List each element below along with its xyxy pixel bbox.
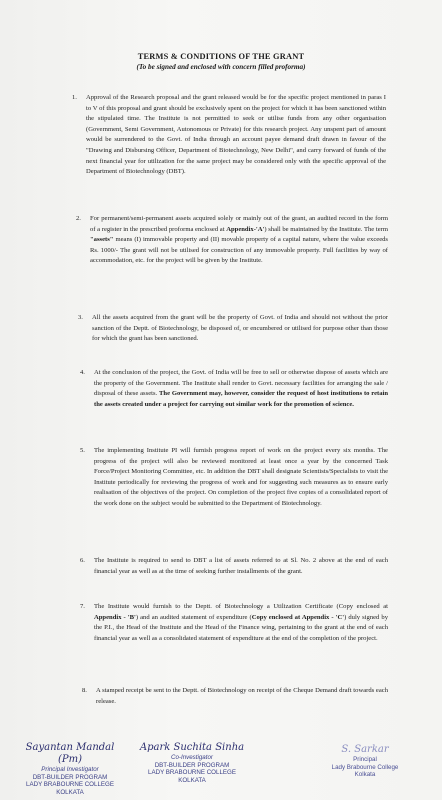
clause-5-text: The implementing Institute PI will furnish progress report of work on the project every six months. The progress of the project will also be reviewed monitored at least once a year by the concerned Task Force/Project Monitoring Committee, etc. In addition the DBT shall designate Scientists/Specialists to visit the Institute periodically for reviewing the progress of work and for suggesting such measures as to ensure early realisation of the objectives of the project. On completion of the project five copies of a consolidated report of the work done on the subject would be submitted to the Department of Biotechnology. — [94, 447, 388, 507]
document-subtitle: (To be signed and enclosed with concern filled proforma) — [136, 63, 306, 71]
clause-number: 8. — [82, 687, 87, 694]
clause-2-text — [90, 214, 388, 267]
signatory-program: DBT-BUILDER PROGRAM — [154, 761, 230, 769]
clause-2-text-b: ) shall be maintained by the Institute. The term — [264, 225, 388, 233]
clause-8-text: A stamped receipt be sent to the Deptt. of Biotechnology on receipt of the Cheque Demand draft towards each release. — [96, 687, 388, 705]
clause-number: 6. — [80, 557, 85, 564]
clause-number: 3. — [78, 314, 83, 321]
signatory-role: Principal Investigator — [41, 766, 99, 773]
clause-4-text — [94, 368, 388, 410]
assets-term: "assets" — [90, 236, 114, 244]
clause-number: 4. — [80, 369, 85, 376]
signatory-program: DBT-BUILDER PROGRAM — [32, 773, 108, 781]
signatory-city: Kolkata — [354, 771, 376, 779]
clause-7-text-b: ) and an audited statement of expenditure ( — [135, 613, 252, 621]
clause-number: 7. — [80, 603, 85, 610]
signatory-institution: LADY BRABOURNE COLLEGE — [26, 781, 114, 789]
clause-3-text: All the assets acquired from the grant will be the property of Govt. of India and should not without the prior sanction of the Deptt. of Biotechnology, be disposed of, or encumbered or utilised for purpose other than those for which the grant has been sanctioned. — [92, 314, 388, 343]
signatory-institution: Lady Brabourne College — [331, 763, 399, 771]
handwritten-signature: S. Sarkar — [341, 744, 389, 755]
document-title: TERMS & CONDITIONS OF THE GRANT — [137, 52, 305, 61]
clause-1-text: Approval of the Research proposal and the grant released would be for the specific project mentioned in paras I to V of this proposal and grant should be exclusively spent on the project for which it has been sanctioned within the stipulated time. The Institute is not permitted to seek or utilise funds from any other organisation (Government, Semi Government, Autonomous or Private) for this research project. Any unspent part of amount would be surrendered to the Govt. of India through an account payee demand draft drawn in favour of the "Drawing and Disbursing Officer, Department of Biotechnology, New Delhi", and carry forward of funds of the next financial year for utilization for the same project may be considered only with the specific approval of the Department of Biotechnology (DBT). — [86, 94, 386, 176]
clause-6-text: The Institute is required to send to DBT a list of assets referred to at Sl. No. 2 above at the end of each financial year as well as at the time of seeking further installments of the grant. — [94, 557, 388, 575]
clause-2-text-a: For permanent/semi-permanent assets acquired solely or mainly out of the grant, an audited record in the form of a register in the prescribed proforma enclosed at — [90, 215, 388, 233]
clause-7-text-c: ) duly signed by the P.I., the Head of the Institute and the Head of the Finance wing, pertaining to the grant at the end of each financial year as well as a consolidated statement of expenditure at the end of the completion of the project. — [94, 613, 388, 642]
signatory-role: Co-Investigator — [171, 754, 213, 761]
clause-2-text-c: means (I) immovable property and (II) movable property of a capital nature, where the value exceeds Rs. 1000/- The grant will not be utilised for construction of any immovable property. Full facilities by way of accommodation, etc. for the project will be given by the Institute. — [90, 236, 388, 265]
clause-number: 5. — [80, 447, 85, 454]
appendix-c-ref: Copy enclosed at Appendix - 'C' — [251, 613, 345, 621]
clause-7-text-a: The Institute would furnish to the Deptt. of Biotechnology a Utilization Certificate (Copy enclosed at — [94, 603, 388, 610]
signature-co-investigator — [136, 742, 248, 784]
signature-principal-investigator — [14, 742, 126, 796]
signature-principal — [306, 744, 424, 779]
clause-4-text-a: At the conclusion of the project, the Govt. of India will be free to sell or otherwise dispose of assets which are the property of the Government. The Institute shall render to Govt. necessary facilities for arranging the sale / disposal of these assets. — [94, 369, 388, 398]
clause-number: 1. — [72, 94, 77, 101]
appendix-b-ref: Appendix - 'B' — [94, 613, 136, 621]
appendix-a-ref: Appendix-'A' — [226, 225, 265, 233]
clause-4-bold: The Government may, however, consider the request of host institutions to retain the assets created under a project for carrying out similar work for the promotion of science. — [94, 390, 388, 408]
handwritten-signature: Sayantan Mandal (Pm) — [25, 742, 115, 765]
signatory-institution: LADY BRABOURNE COLLEGE — [148, 769, 236, 777]
clause-number: 2. — [76, 215, 81, 222]
signatory-city: KOLKATA — [178, 776, 206, 784]
handwritten-signature: Apark Suchita Sinha — [139, 742, 245, 753]
signatory-role: Principal — [353, 756, 377, 763]
clause-7-text — [94, 602, 388, 644]
signatory-city: KOLKATA — [56, 788, 84, 796]
